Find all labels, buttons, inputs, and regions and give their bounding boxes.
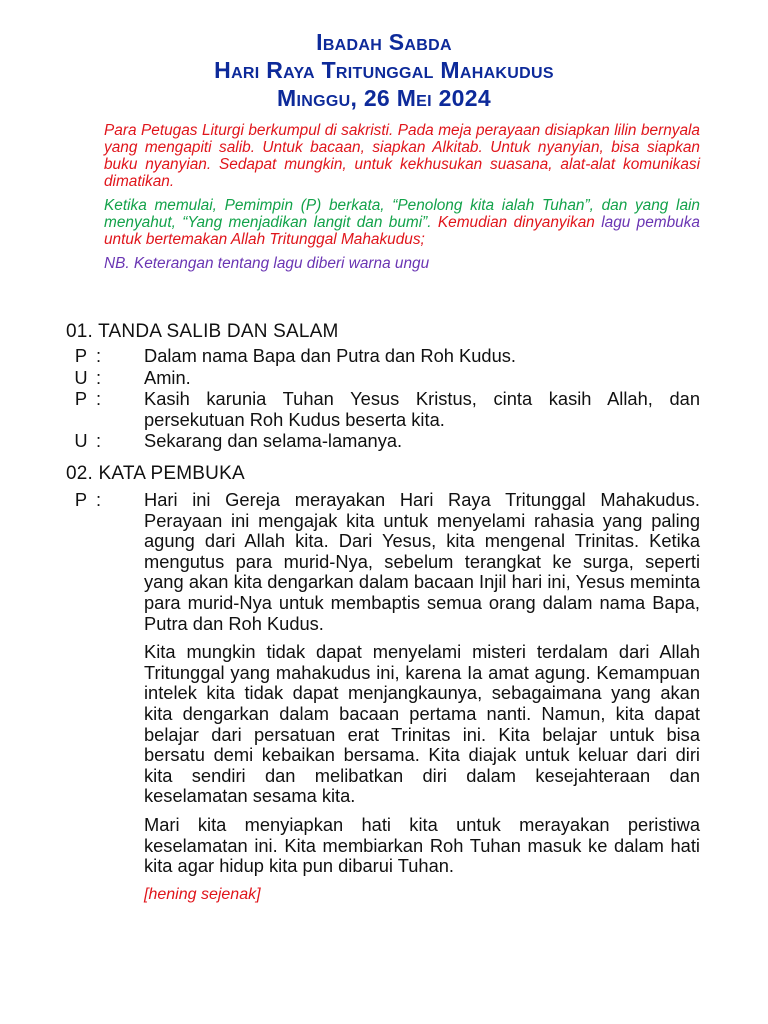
dialogue-text: Kasih karunia Tuhan Yesus Kristus, cinta kasih Allah, dan persekutuan Roh Kudus beserta kita. xyxy=(144,388,700,430)
dialogue-row xyxy=(66,490,700,905)
speaker-label: U xyxy=(74,366,88,388)
note-preparation: Para Petugas Liturgi berkumpul di sakristi. Pada meja perayaan disiapkan lilin bernyala yang mengapiti salib. Untuk bacaan, siapkan Alkitab. Untuk nyanyian, bisa siapkan buku nyanyian. Sedapat mungkin, untuk kekhusukan suasana, alat-alat komunikasi dimatikan. xyxy=(104,122,700,190)
speaker-label: P xyxy=(74,489,88,510)
dialogue-text: Amin. xyxy=(144,366,191,388)
silence-rubric: [hening sejenak] xyxy=(144,885,261,903)
speaker-colon: : xyxy=(96,388,102,410)
section-2-dialogue xyxy=(66,490,700,906)
speaker-colon: : xyxy=(96,366,102,388)
speaker-colon: : xyxy=(96,345,102,366)
dialogue-row xyxy=(66,346,700,367)
note-opening-green: Ketika memulai, Pemimpin (P) berkata, “Penolong kita ialah Tuhan”, dan yang lain menyahut, “Yang menjadikan langit dan bumi”. xyxy=(104,197,700,231)
section-1-title: 01. TANDA SALIB DAN SALAM xyxy=(66,321,339,342)
dialogue-row xyxy=(66,368,700,389)
note-opening-red-b: untuk bertemakan Allah Tritunggal Mahakudus; xyxy=(104,231,425,248)
opening-paragraph: Mari kita menyiapkan hati kita untuk merayakan peristiwa keselamatan ini. Kita membiarkan Roh Tuhan masuk ke dalam hati kita agar hidup kita pun dibarui Tuhan. xyxy=(144,813,700,877)
opening-paragraph: Hari ini Gereja merayakan Hari Raya Tritunggal Mahakudus. Perayaan ini mengajak kita untuk menyelami rahasia yang paling agung dari Allah kita. Dari Yesus, kita mengenal Trinitas. Ketika mengutus para murid-Nya, sebelum terangkat ke surga, seperti yang akan kita dengarkan dalam bacaan Injil hari ini, Yesus meminta para murid-Nya untuk membaptis semua orang dalam nama Bapa, Putra dan Roh Kudus. xyxy=(144,489,700,634)
dialogue-text: Dalam nama Bapa dan Putra dan Roh Kudus. xyxy=(144,345,516,366)
opening-paragraph: Kita mungkin tidak dapat menyelami misteri terdalam dari Allah Tritunggal yang mahakudus ini, karena Ia amat agung. Kemampuan intelek kita tidak dapat menjangkaunya, sebagaimana yang akan kita dengarkan dalam bacaan pertama nanti. Namun, kita dapat belajar dari persatuan erat Trinitas ini. Kita belajar untuk bisa bersatu demi kebaikan bersama. Kita diajak untuk keluar dari diri kita sendiri dan melibatkan diri dalam kesejahteraan dan keselamatan sesama kita. xyxy=(144,641,700,807)
speaker-label: P xyxy=(74,345,88,366)
section-1-dialogue xyxy=(66,346,700,453)
speaker-label: U xyxy=(74,430,88,452)
speaker-label: P xyxy=(74,388,88,410)
document-title xyxy=(0,28,768,112)
speaker-colon: : xyxy=(96,489,102,510)
dialogue-row xyxy=(66,389,700,430)
opening-words xyxy=(144,490,700,905)
liturgy-notes xyxy=(104,122,700,279)
title-line-2: Hari Raya Tritunggal Mahakudus xyxy=(214,57,554,83)
title-line-1: Ibadah Sabda xyxy=(316,29,452,55)
note-nb: NB. Keterangan tentang lagu diberi warna ungu xyxy=(104,255,430,272)
dialogue-text: Sekarang dan selama-lamanya. xyxy=(144,430,403,452)
note-opening-red-a: Kemudian dinyanyikan xyxy=(431,214,602,231)
speaker-colon: : xyxy=(96,430,102,452)
section-2-title: 02. KATA PEMBUKA xyxy=(66,463,245,484)
dialogue-row xyxy=(66,431,700,452)
title-line-3: Minggu, 26 Mei 2024 xyxy=(277,85,491,111)
note-opening xyxy=(104,197,700,248)
note-song-purple: lagu pembuka xyxy=(601,214,700,231)
